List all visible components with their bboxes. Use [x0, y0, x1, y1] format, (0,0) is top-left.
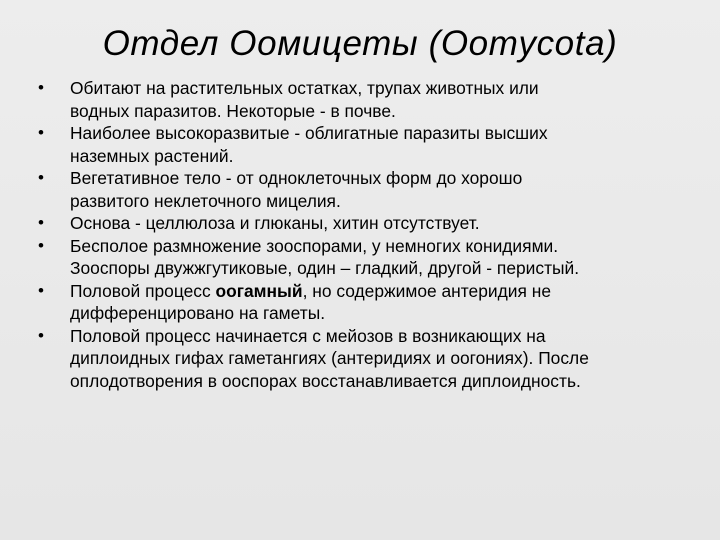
bullet-dot-icon: • — [38, 280, 44, 300]
bullet-item-cell-wall — [38, 212, 702, 235]
bullet-line: Основа - целлюлоза и глюканы, хитин отсутствует. — [70, 213, 480, 233]
bullet-item-parasites — [38, 122, 702, 167]
bullet-line: Вегетативное тело - от одноклеточных форм до хорошо — [70, 168, 523, 188]
bullet-dot-icon: • — [38, 168, 44, 187]
bullet-item-vegetative-body — [38, 167, 702, 212]
bullet-line: Наиболее высокоразвитые - облигатные паразиты высших — [70, 123, 548, 143]
bullet-line: развитого неклеточного мицелия. — [70, 190, 341, 211]
bullet-text-suffix: , но содержимое антеридия не — [302, 280, 551, 301]
bullet-line: дифференцировано на гаметы. — [70, 303, 326, 323]
bullet-line: оплодотворения в ооспорах восстанавливается диплоидность. — [70, 370, 581, 391]
bullet-dot-icon: • — [38, 325, 44, 345]
bullet-line: Обитают на растительных остатках, трупах животных или — [70, 78, 539, 98]
bullet-line: Зооспоры двужжгутиковые, один – гладкий, другой - перистый. — [70, 258, 580, 278]
bullet-text-prefix: Половой процесс — [70, 280, 216, 301]
bullet-item-meiosis — [38, 325, 702, 393]
bullet-dot-icon: • — [38, 78, 44, 97]
bullet-list — [38, 77, 702, 392]
bullet-dot-icon: • — [38, 235, 44, 255]
bullet-item-asexual-reproduction — [38, 235, 702, 280]
bold-term: оогамный — [215, 280, 303, 301]
bullet-line: наземных растений. — [70, 145, 234, 166]
bullet-item-habitat — [38, 77, 702, 122]
bullet-dot-icon: • — [38, 213, 44, 232]
bullet-line: диплоидных гифах гаметангиях (антеридиях и оогониях). После — [70, 348, 589, 368]
bullet-line: Половой процесс начинается с мейозов в возникающих на — [70, 325, 546, 346]
bullet-line — [70, 280, 702, 303]
bullet-line: Бесполое размножение зооспорами, у немногих конидиями. — [70, 235, 559, 256]
bullet-dot-icon: • — [38, 123, 44, 142]
slide-title: Отдел Оомицеты (Oomycota) — [102, 24, 618, 63]
bullet-item-sexual-process — [38, 280, 702, 325]
bullet-line: водных паразитов. Некоторые - в почве. — [70, 100, 396, 121]
